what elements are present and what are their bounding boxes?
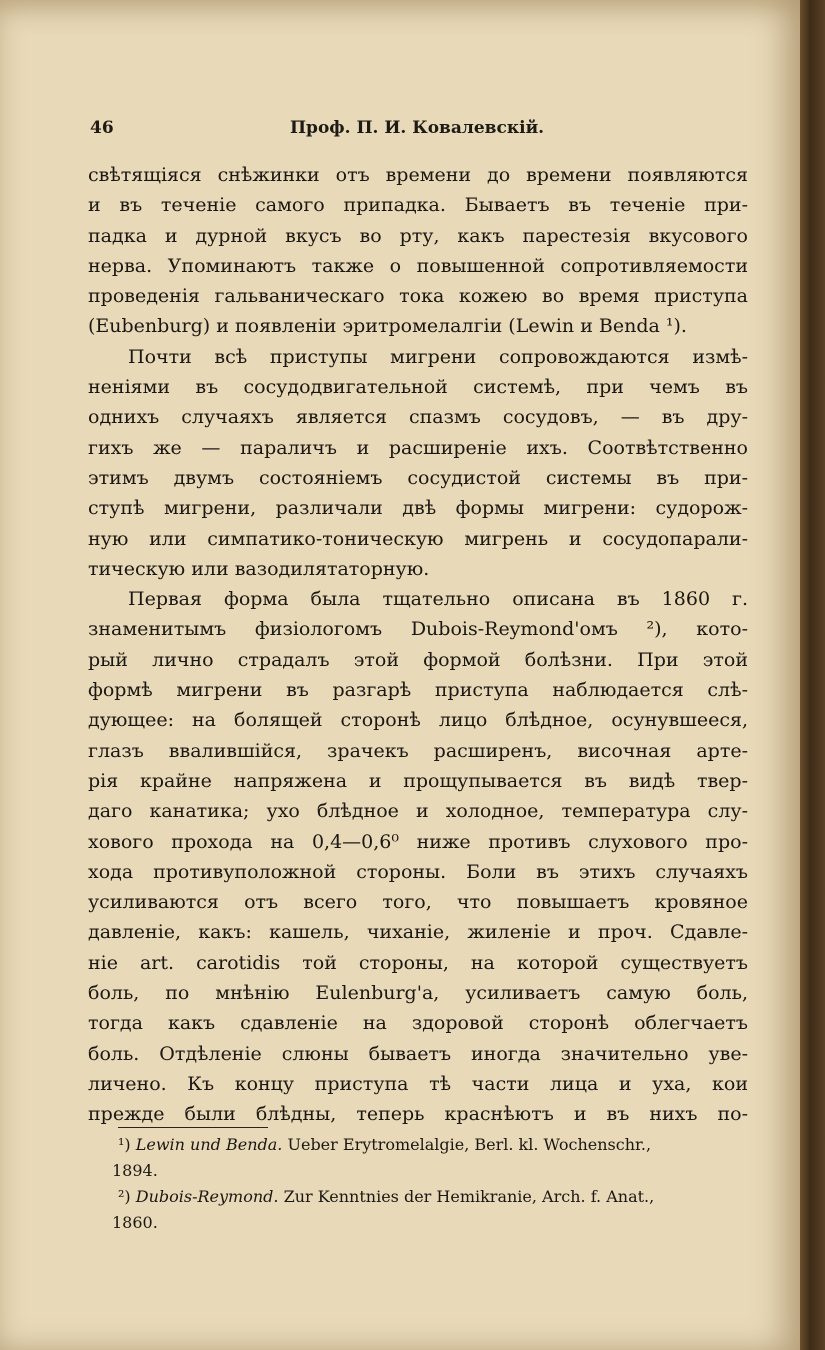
text-line: усиливаются отъ всего того, что повышаетъ кровяное [88, 891, 748, 914]
text-line: неніями въ сосудодвигательной системѣ, при чемъ въ [88, 376, 748, 399]
text-line: глазъ ввалившійся, зрачекъ расширенъ, височная арте- [88, 739, 748, 762]
text-line: Первая форма была тщательно описана въ 1860 г. [128, 588, 748, 611]
book-binding-edge [800, 0, 825, 1350]
text-line: дующее: на болящей сторонѣ лицо блѣдное, осунувшееся, [88, 709, 748, 732]
footnote-author: Dubois-Reymond. [135, 1187, 279, 1206]
text-line: рый лично страдалъ этой формой болѣзни. При этой [88, 648, 748, 671]
footnotes [112, 1132, 748, 1236]
text-line: однихъ случаяхъ является спазмъ сосудовъ, — въ дру- [88, 406, 748, 429]
footnote-2 [118, 1184, 748, 1210]
text-line: боль. Отдѣленіе слюны бываетъ иногда значительно уве- [88, 1042, 748, 1065]
text-line: формѣ мигрени въ разгарѣ приступа наблюдается слѣ- [88, 679, 748, 702]
text-line: проведенія гальваническаго тока кожею во время приступа [88, 285, 748, 308]
text-line: тическую или вазодилятаторную. [88, 557, 430, 580]
text-line: рія крайне напряжена и прощупывается въ видѣ твер- [88, 769, 748, 792]
footnote-marker: ²) [118, 1187, 131, 1206]
text-line: этимъ двумъ состояніемъ сосудистой системы въ при- [88, 466, 748, 489]
text-line: тогда какъ сдавленіе на здоровой сторонѣ облегчаетъ [88, 1012, 748, 1035]
text-line: даго канатика; ухо блѣдное и холодное, температура слу- [88, 800, 748, 823]
footnote-1 [118, 1132, 748, 1158]
text-line: и въ теченіе самого припадка. Бываетъ въ теченіе при- [88, 194, 748, 217]
text-line: боль, по мнѣнію Eulenburg'a, усиливаетъ самую боль, [88, 982, 748, 1005]
footnote-text: Ueber Erytromelalgie, Berl. kl. Wochenschr., [287, 1135, 652, 1154]
text-line: ную или симпатико-тоническую мигрень и сосудопарали- [88, 527, 748, 550]
text-line: свѣтящіяся снѣжинки отъ времени до времени появляются [88, 164, 748, 186]
text-line: знаменитымъ физіологомъ Dubois-Reymond'омъ ²), кото- [88, 618, 748, 641]
text-line: Почти всѣ приступы мигрени сопровождаются измѣ- [128, 345, 748, 368]
text-line: хода противуположной стороны. Боли въ этихъ случаяхъ [88, 860, 748, 883]
footnote-text: Zur Kenntnies der Hemikranie, Arch. f. Anat., [283, 1187, 655, 1206]
page-number: 46 [90, 118, 114, 138]
running-title: Проф. П. И. Ковалевскій. [290, 118, 545, 138]
body-text [88, 160, 748, 1130]
footnote-author: Lewin und Benda. [135, 1135, 283, 1154]
text-line: нерва. Упоминаютъ также о повышенной сопротивляемости [88, 254, 748, 277]
footnote-continuation: 1860. [112, 1213, 158, 1232]
running-head [90, 118, 730, 148]
text-line: личено. Къ концу приступа тѣ части лица и уха, кои [88, 1072, 748, 1095]
text-line: падка и дурной вкусъ во рту, какъ парестезія вкусового [88, 224, 748, 247]
footnote-rule [118, 1127, 268, 1128]
text-line: гихъ же — параличъ и расширеніе ихъ. Соотвѣтственно [88, 436, 748, 459]
text-line: прежде были блѣдны, теперь краснѣютъ и въ нихъ по- [88, 1103, 748, 1126]
text-line: хового прохода на 0,4—0,6⁰ ниже противъ слухового про- [88, 830, 748, 853]
text-line: (Eubenburg) и появленіи эритромелалгіи (Lewin и Benda ¹). [88, 315, 687, 338]
text-line: ступѣ мигрени, различали двѣ формы мигрени: судорож- [88, 497, 748, 520]
text-line: давленіе, какъ: кашель, чиханіе, жиленіе и проч. Сдавле- [88, 921, 748, 944]
footnote-continuation: 1894. [112, 1161, 158, 1180]
footnote-marker: ¹) [118, 1135, 131, 1154]
text-line: ніе art. carotidis той стороны, на которой существуетъ [88, 951, 748, 974]
